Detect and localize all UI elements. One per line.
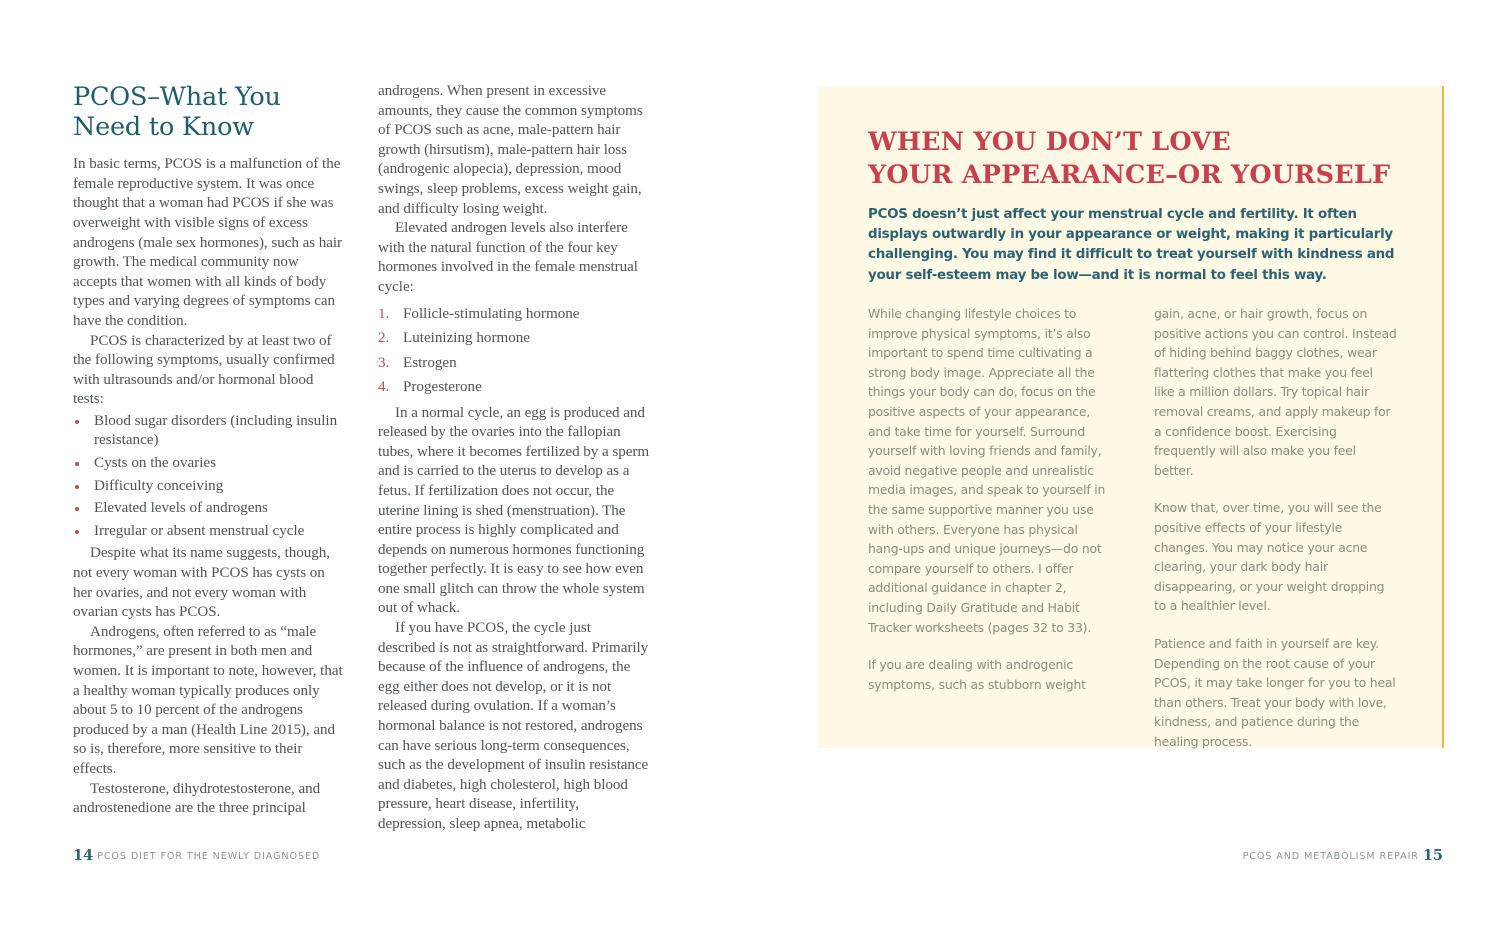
paragraph: Elevated androgen levels also interfere with the natural function of the four key hormones involved in the female menstrual cycle:: [378, 220, 638, 295]
paragraph: In a normal cycle, an egg is produced and released by the ovaries into the fallopian tubes, where it becomes fertilized by a sperm and is carried to the uterus to develop as a fetus. If fertilization does not occur, the uterine lining is shed (menstruation). The entire process is highly complicated and depends on numerous hormones functioning together perfectly. It is easy to see how even one small glitch can throw the whole system out of whack.: [378, 404, 650, 617]
paragraph: While changing lifestyle choices to improve physical symptoms, it’s also important to spend time cultivating a strong body image. Appreciate all the things your body can do, focus on the positive aspects of your appearance, and take time for yourself. Surround yourself with loving friends and family, avoid negative people and unrealistic media images, and speak to yourself in the same supportive manner you use with others. Everyone has physical hang-ups and unique journeys—do not compare yourself to others. I offer additional guidance in chapter 2, including Daily Gratitude and Habit Tracker worksheets (pages 32 to 33).: [868, 306, 1106, 635]
list-item-label: Follicle-stimulating hormone: [403, 305, 580, 322]
list-item-number: 2.: [378, 330, 390, 347]
list-item: [378, 326, 650, 351]
paragraph: Know that, over time, you will see the positive effects of your lifestyle changes. You may notice your acne clearing, your dark body hair disappearing, or your weight dropping to a healthier level.: [1154, 500, 1385, 614]
hormone-numbered-list: [378, 302, 650, 400]
sidebar-column-left: [868, 304, 1111, 694]
list-item-label: Progesterone: [403, 379, 482, 396]
left-page-footer: [73, 847, 320, 925]
chapter-title-line-1: PCOS–What You: [73, 82, 281, 112]
bullet-dot-icon: [75, 485, 79, 489]
list-item: [73, 499, 345, 519]
sidebar-column-right: [1154, 304, 1397, 751]
list-item: [378, 375, 650, 400]
list-item: [378, 351, 650, 376]
paragraph: Despite what its name suggests, though, not every woman with PCOS has cysts on her ovaries, and not every woman with ovarian cysts has PCOS.: [73, 545, 330, 621]
list-item-number: 3.: [378, 354, 390, 371]
list-item-number: 1.: [378, 305, 390, 322]
list-item-label: Irregular or absent menstrual cycle: [94, 522, 305, 539]
paragraph: Testosterone, dihydrotestosterone, and androstenedione are the three principal: [73, 780, 321, 817]
list-item-number: 4.: [378, 379, 390, 396]
list-item-label: Cysts on the ovaries: [94, 455, 216, 472]
list-item: [73, 522, 345, 542]
list-item: [378, 302, 650, 327]
sidebar-heading-line-2: YOUR APPEARANCE–OR YOURSELF: [868, 160, 1391, 191]
page-number: 15: [1422, 847, 1443, 864]
left-page-column-two: [378, 82, 650, 835]
bullet-dot-icon: [75, 462, 79, 466]
bullet-dot-icon: [75, 507, 79, 511]
sidebar-heading-line-1: WHEN YOU DON’T LOVE: [868, 127, 1231, 157]
paragraph: PCOS is characterized by at least two of the following symptoms, usually confirmed with ultrasounds and/or hormonal blood tests:: [73, 332, 335, 408]
list-item: [73, 477, 345, 497]
list-item-label: Blood sugar disorders (including insulin resistance): [94, 412, 338, 449]
list-item: [73, 412, 345, 451]
paragraph: Patience and faith in yourself are key. Depending on the root cause of your PCOS, it may take longer for you to heal than others. Treat your body with love, kindness, and patience during the healing process.: [1154, 635, 1396, 749]
paragraph: If you have PCOS, the cycle just described is not as straightforward. Primarily because of the influence of androgens, the egg either does not develop, or it is not released during ovulation. If a woman’s hormonal balance is not restored, androgens can have serious long-term consequences, such as the development of insulin resistance and diabetes, high cholesterol, high blood pressure, heart disease, infertility, depression, sleep apnea, metabolic: [378, 620, 649, 832]
list-item-label: Luteinizing hormone: [403, 330, 531, 347]
paragraph: In basic terms, PCOS is a malfunction of the female reproductive system. It was once thought that a woman had PCOS if she was overweight with visible signs of excess androgens (male sex hormones), such as hair growth. The medical community now accepts that women with all kinds of body types and varying degrees of symptoms can have the condition.: [73, 156, 343, 329]
sidebar-heading: [868, 126, 1428, 192]
list-item-label: Elevated levels of androgens: [94, 500, 268, 517]
running-head: PCOS DIET FOR THE NEWLY DIAGNOSED: [97, 851, 321, 862]
paragraph: gain, acne, or hair growth, focus on positive actions you can control. Instead of hiding behind baggy clothes, wear flattering clothes that make you feel like a million dollars. Try topical hair removal creams, and apply makeup for a confidence boost. Exercising frequently will also make you feel better.: [1154, 306, 1397, 478]
symptom-bullet-list: [73, 412, 345, 542]
running-head: PCOS AND METABOLISM REPAIR: [1242, 851, 1419, 862]
bullet-dot-icon: [75, 530, 79, 534]
page-number: 14: [73, 847, 94, 864]
chapter-title-line-2: Need to Know: [73, 112, 254, 143]
bullet-dot-icon: [75, 420, 79, 424]
sidebar-intro-text: PCOS doesn’t just affect your menstrual cycle and fertility. It often displays outwardly in your appearance or weight, making it particularly challenging. You may find it difficult to treat yourself with kindness and your self-esteem may be low—and it is normal to feel this way.: [868, 207, 1395, 283]
list-item-label: Difficulty conceiving: [94, 477, 224, 494]
list-item-label: Estrogen: [403, 354, 457, 371]
right-page-footer: [750, 847, 1443, 925]
paragraph: Androgens, often referred to as “male hormones,” are present in both men and women. It is important to note, however, that a healthy woman typically produces only about 5 to 10 percent of the androgens produced by a man (Health Line 2015), and so is, therefore, more sensitive to their effects.: [73, 623, 343, 777]
chapter-title: [73, 82, 345, 142]
right-page: [750, 0, 1500, 925]
paragraph: androgens. When present in excessive amounts, they cause the common symptoms of PCOS such as acne, male-pattern hair growth (hirsutism), male-pattern hair loss (androgenic alopecia), depression, mood swings, sleep problems, excess weight gain, and difficulty losing weight.: [378, 83, 643, 217]
list-item: [73, 454, 345, 474]
sidebar-accent-rule: [1442, 86, 1444, 748]
paragraph: If you are dealing with androgenic symptoms, such as stubborn weight: [868, 657, 1086, 692]
left-page-column-one: [73, 82, 345, 819]
